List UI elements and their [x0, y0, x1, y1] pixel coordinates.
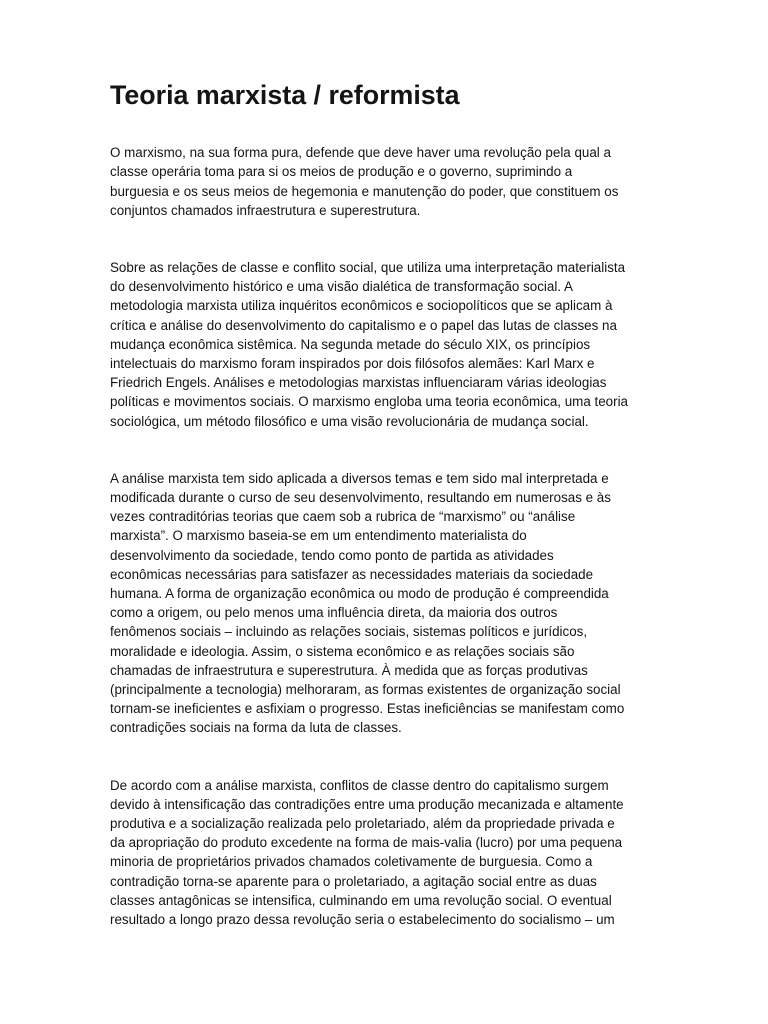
text-line: como a origem, ou pelo menos uma influência direta, da maioria dos outros [110, 605, 558, 621]
text-line: conjuntos chamados infraestrutura e superestrutura. [110, 202, 421, 218]
text-line: metodologia marxista utiliza inquéritos econômicos e sociopolíticos que se aplicam à [110, 298, 613, 314]
text-line: do desenvolvimento histórico e uma visão dialética de transformação social. A [110, 279, 573, 295]
text-line: vezes contraditórias teorias que caem sob a rubrica de “marxismo” ou “análise [110, 509, 576, 525]
text-line: (principalmente a tecnologia) melhoraram, as formas existentes de organização social [110, 682, 621, 698]
text-line: produtiva e a socialização realizada pelo proletariado, além da propriedade privada e [110, 816, 615, 832]
text-line: econômicas necessárias para satisfazer as necessidades materiais da sociedade [110, 566, 594, 582]
text-line: humana. A forma de organização econômica ou modo de produção é compreendida [110, 586, 609, 602]
text-line: resultado a longo prazo dessa revolução seria o estabelecimento do socialismo – um [110, 912, 615, 928]
text-line: tornam-se ineficientes e asfixiam o progresso. Estas ineficiências se manifestam como [110, 701, 625, 717]
text-line: minoria de proprietários privados chamados coletivamente de burguesia. Como a [110, 854, 593, 870]
text-line: modificada durante o curso de seu desenvolvimento, resultando em numerosas e às [110, 490, 611, 506]
text-line: sociológica, um método filosófico e uma visão revolucionária de mudança social. [110, 413, 589, 429]
text-line: marxista”. O marxismo baseia-se em um entendimento materialista do [110, 528, 527, 544]
text-line: políticas e movimentos sociais. O marxismo engloba uma teoria econômica, uma teoria [110, 394, 628, 410]
text-line: moralidade e ideologia. Assim, o sistema econômico e as relações sociais são [110, 643, 575, 659]
text-line: contradição torna-se aparente para o proletariado, a agitação social entre as duas [110, 873, 597, 889]
text-line: desenvolvimento da sociedade, tendo como ponto de partida as atividades [110, 547, 554, 563]
text-line: O marxismo, na sua forma pura, defende que deve haver uma revolução pela qual a [110, 145, 611, 161]
text-line: Sobre as relações de classe e conflito social, que utiliza uma interpretação materialista [110, 260, 626, 275]
paragraph-4 [110, 776, 670, 930]
paragraph-3 [110, 469, 670, 738]
text-line: burguesia e os seus meios de hegemonia e manutenção do poder, que constituem os [110, 183, 619, 199]
text-line: crítica e análise do desenvolvimento do capitalismo e o papel das lutas de classes na [110, 317, 617, 333]
paragraph-1 [110, 143, 670, 220]
text-line: da apropriação do produto excedente na forma de mais-valia (lucro) por uma pequena [110, 835, 623, 851]
text-line: devido à intensificação das contradições entre uma produção mecanizada e altamente [110, 796, 624, 812]
text-line: mudança econômica sistêmica. Na segunda metade do século XIX, os princípios [110, 336, 591, 352]
paragraph-2 [110, 258, 670, 431]
document-title: Teoria marxista / reformista [110, 80, 460, 110]
document-body [110, 80, 670, 929]
text-line: classe operária toma para si os meios de produção e o governo, suprimindo a [110, 164, 573, 180]
text-line: fenômenos sociais – incluindo as relações sociais, sistemas políticos e jurídicos, [110, 624, 588, 640]
text-line: classes antagônicas se intensifica, culminando em uma revolução social. O eventual [110, 892, 612, 908]
text-line: A análise marxista tem sido aplicada a diversos temas e tem sido mal interpretada e [110, 470, 609, 486]
text-line: Friedrich Engels. Análises e metodologias marxistas influenciaram várias ideologias [110, 375, 607, 391]
text-line: intelectuais do marxismo foram inspirados por dois filósofos alemães: Karl Marx e [110, 356, 595, 372]
text-line: De acordo com a análise marxista, conflitos de classe dentro do capitalismo surgem [110, 777, 609, 793]
text-line: contradições sociais na forma da luta de classes. [110, 720, 402, 736]
text-line: chamadas de infraestrutura e superestrutura. À medida que as forças produtivas [110, 662, 588, 678]
